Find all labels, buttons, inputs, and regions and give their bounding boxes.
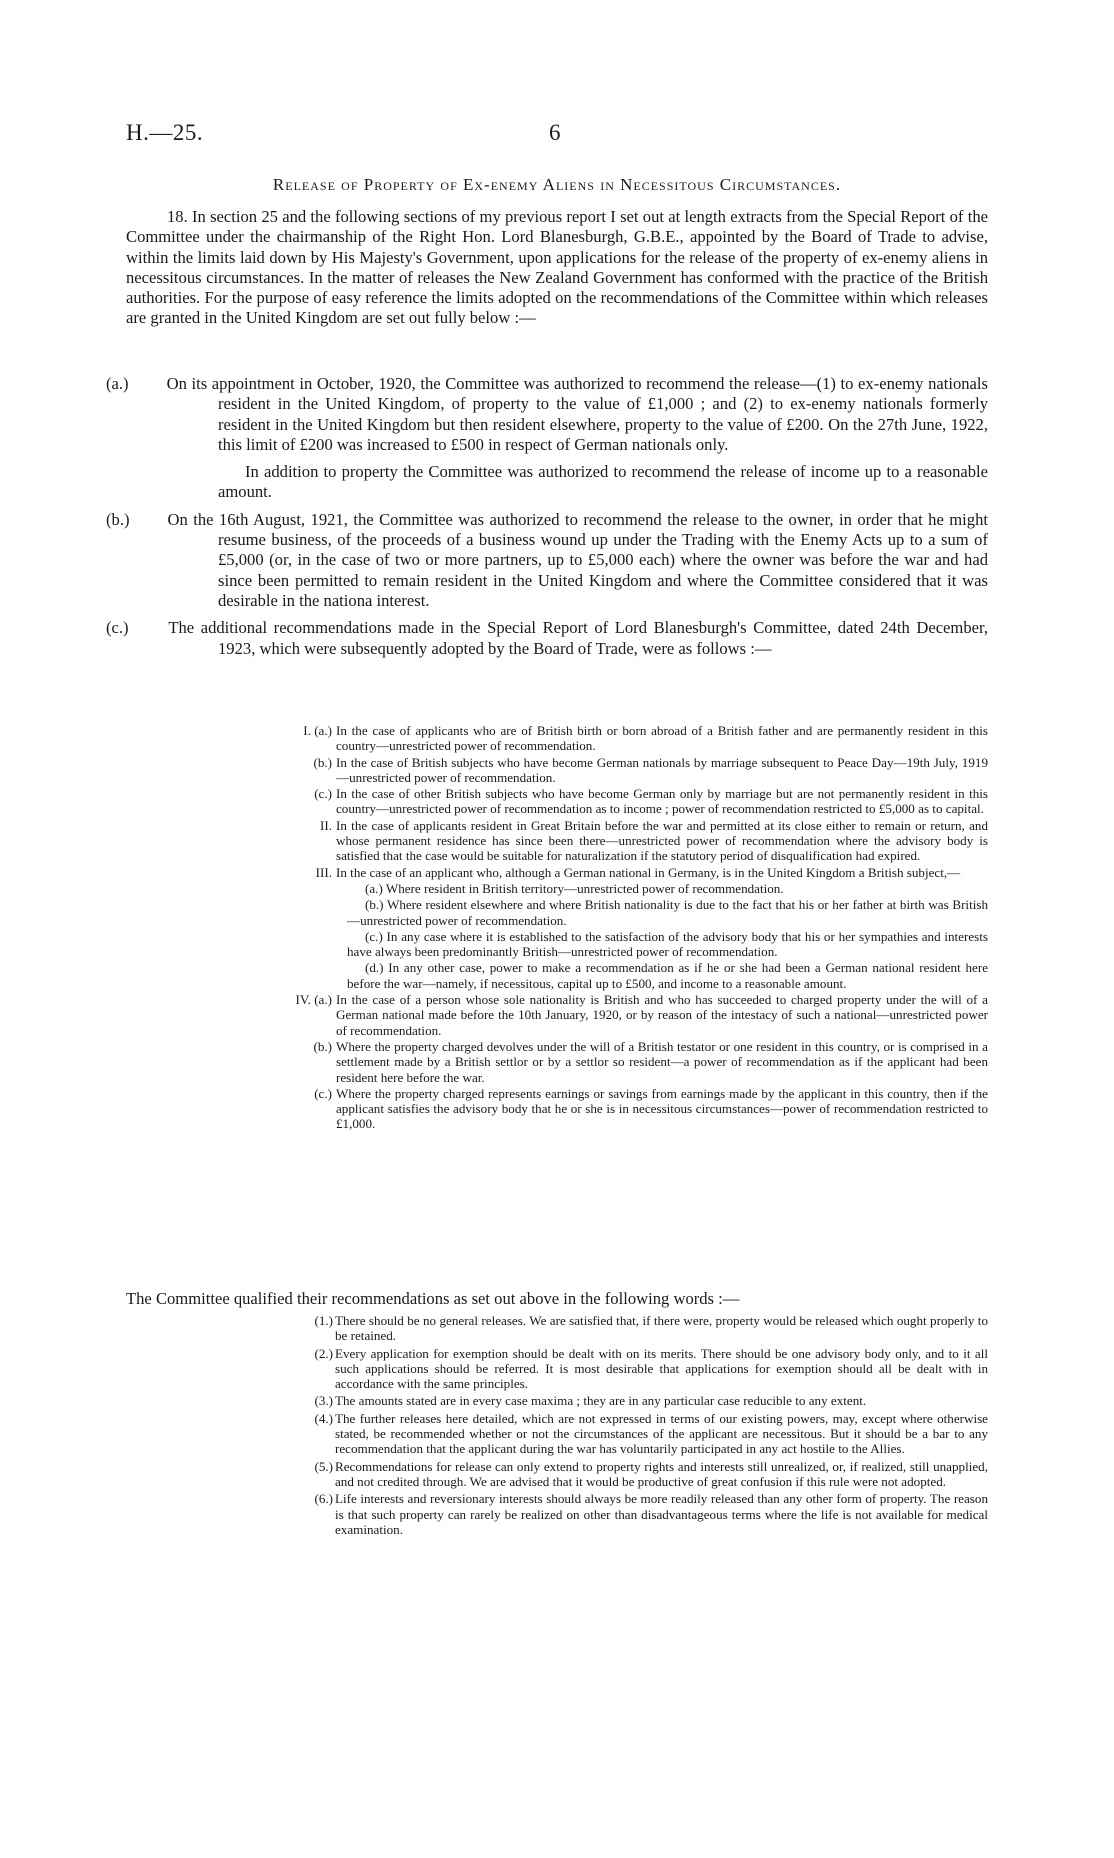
qualification-item (126, 1313, 988, 1344)
qualification-item (126, 1393, 988, 1408)
recommendation-number: I. (a.) (303, 723, 332, 738)
paragraph-18: 18. In section 25 and the following sections of my previous report I set out at length extracts from the Special Report of the Committee under the chairmanship of the Right Hon. Lord Blanesburgh, G.B.E., appointed by the Board of Trade to advise, within the limits laid down by His Majesty's Government, upon applications for the release of the property of ex-enemy aliens in necessitous circumstances. In the matter of releases the New Zealand Government has conformed with the practice of the British authorities. For the purpose of easy reference the limits adopted on the recommendations of the Committee within which releases are granted in the United Kingdom are set out fully below :— (126, 207, 988, 328)
clauses-list (106, 374, 988, 666)
clause-text: The additional recommendations made in the Special Report of Lord Blanesburgh's Committee, dated 24th December, 1923, which were subsequently adopted by the Board of Trade, were as follows :— (168, 618, 988, 658)
recommendation-number: III. (315, 864, 332, 880)
qualification-text: The amounts stated are in every case maxima ; they are in any particular case reducible to any extent. (335, 1393, 867, 1409)
recommendation-text: In the case of British subjects who have become German nationals by marriage subsequent to Peace Day—19th July, 1919—unrestricted power of recommendation. (336, 754, 988, 785)
clause-item: (a.) On its appointment in October, 1920, the Committee was authorized to recommend the release—(1) to ex-enemy nationals resident in the United Kingdom, of property to the value of £1,000 ; and (2) to ex-enemy nationals formerly resident in the United Kingdom but then resident elsewhere, property to the value of £200. On the 27th June, 1922, this limit of £200 was increased to £500 in respect of German nationals only. (106, 374, 988, 454)
recommendation-item (126, 960, 988, 991)
recommendation-item (126, 786, 988, 817)
recommendation-item (126, 881, 988, 896)
qualification-text: Life interests and reversionary interests should always be more readily released than any other form of property. The reason is that such property can rarely be realized on other than disadvantageous terms where the life is not available for medical examination. (335, 1491, 988, 1537)
qualification-number: (4.) (314, 1410, 333, 1426)
qualification-number: (3.) (314, 1393, 333, 1409)
clause-text: On the 16th August, 1921, the Committee was authorized to recommend the release to the owner, in order that he might resume business, of the proceeds of a business wound up under the Trading with the Enemy Acts up to a sum of £5,000 (or, in the case of two or more partners, up to £5,000 each) where the owner was before the war and had since been permitted to remain resident in the United Kingdom and where the Committee considered that it was desirable in the nationa interest. (167, 509, 988, 610)
recommendation-number: II. (320, 817, 332, 833)
recommendation-text: Where the property charged represents earnings or savings from earnings made by the applicant in this country, then if the applicant satisfies the advisory body that he or she is in necessitous circumstances—power of recommendation restricted to £1,000. (336, 1085, 988, 1132)
qualification-item (126, 1346, 988, 1392)
qualification-text: Every application for exemption should be dealt with on its merits. There should be one advisory body only, and to it all such applications should be referred. It is most desirable that applications for exemption should all be dealt with in accordance with the same principles. (335, 1345, 988, 1392)
recommendation-text: (b.) Where resident elsewhere and where British nationality is due to the fact that his or her father at birth was British—unrestricted power of recommendation. (347, 897, 988, 928)
clause-text: On its appointment in October, 1920, the Committee was authorized to recommend the release—(1) to ex-enemy nationals resident in the United Kingdom, of property to the value of £1,000 ; and (2) to ex-enemy nationals formerly resident in the United Kingdom but then resident elsewhere, property to the value of £200. On the 27th June, 1922, this limit of £200 was increased to £500 in respect of German nationals only. (166, 374, 988, 454)
recommendations-list (126, 723, 988, 1133)
qualification-text: There should be no general releases. We are satisfied that, if there were, property would be released which ought properly to be retained. (335, 1313, 988, 1344)
qualification-number: (1.) (314, 1313, 333, 1328)
page-number: 6 (549, 120, 561, 145)
recommendation-item (126, 1039, 988, 1085)
recommendation-text: In the case of applicants who are of British birth or born abroad of a British father and are permanently resident in this country—unrestricted power of recommendation. (336, 723, 988, 754)
qualification-text: Recommendations for release can only extend to property rights and interests still unrealized, or, if realized, still unapplied, and not credited through. We are advised that it would be productive of great confusion if this rule were not adopted. (335, 1458, 988, 1489)
recommendation-number: (b.) (313, 1038, 332, 1054)
recommendation-text: (a.) Where resident in British territory—unrestricted power of recommendation. (365, 880, 784, 896)
recommendation-number: IV. (a.) (295, 992, 332, 1008)
recommendation-number: (c.) (314, 1085, 332, 1101)
clause-continuation: In addition to property the Committee was authorized to recommend the release of income up to a reasonable amount. (218, 462, 988, 502)
committee-intro: The Committee qualified their recommendations as set out above in the following words :— (126, 1289, 740, 1308)
qualification-number: (6.) (314, 1491, 333, 1507)
qualification-number: (2.) (314, 1345, 333, 1361)
recommendation-text: (d.) In any other case, power to make a recommendation as if he or she had been a German national resident here before the war—namely, if necessitous, capital up to £500, and income to a reasonable amount. (347, 960, 988, 991)
recommendation-item (126, 755, 988, 786)
recommendation-text: Where the property charged devolves under the will of a British testator or one resident in this country, or is comprised in a settlement made by a British settlor or by a settlor so resident—a power of recommendation as if the applicant had been resident here before the war. (336, 1038, 988, 1085)
recommendation-number: (b.) (313, 754, 332, 770)
recommendation-item (126, 992, 988, 1038)
recommendation-text: (c.) In any case where it is established to the satisfaction of the advisory body that his or her sympathies and interests have always been predominantly British—unrestricted power of recommendation. (347, 928, 988, 960)
recommendation-text: In the case of applicants resident in Great Britain before the war and permitted at its close either to remain or return, and whose permanent residence has since been there—unrestricted power of recommendation where the advisory body is satisfied that the case would be suitable for naturalization if the statutory period of disqualification had expired. (336, 817, 988, 864)
recommendation-text: In the case of a person whose sole nationality is British and who has succeeded to charged property under the will of a German national made before the 10th January, 1920, or by reason of the intestacy of such a national—unrestricted power of recommendation. (336, 992, 988, 1038)
section-title: Release of Property of Ex-enemy Aliens in Necessitous Circumstances. (272, 175, 842, 194)
qualifications-list (126, 1313, 988, 1539)
recommendation-item (126, 865, 988, 880)
recommendation-item (126, 723, 988, 754)
recommendation-item (126, 897, 988, 928)
clause-item: (c.) The additional recommendations made in the Special Report of Lord Blanesburgh's Committee, dated 24th December, 1923, which were subsequently adopted by the Board of Trade, were as follows :— (106, 618, 988, 658)
clause-item: (b.) On the 16th August, 1921, the Committee was authorized to recommend the release to the owner, in order that he might resume business, of the proceeds of a business wound up under the Trading with the Enemy Acts up to a sum of £5,000 (or, in the case of two or more partners, up to £5,000 each) where the owner was before the war and had since been permitted to remain resident in the United Kingdom and where the Committee considered that it was desirable in the nationa interest. (106, 509, 988, 610)
recommendation-text: In the case of other British subjects who have become German only by marriage but are not permanently resident in this country—unrestricted power of recommendation as to income ; power of recommendation restricted to £5,000 as to capital. (336, 786, 988, 817)
qualification-text: The further releases here detailed, which are not expressed in terms of our existing powers, may, except where otherwise stated, be recommended whether or not the circumstances of the applicant are necessitous. But it should be a bar to any recommendation that the applicant during the war has voluntarily participated in any act hostile to the Allies. (335, 1410, 988, 1457)
qualification-number: (5.) (314, 1458, 333, 1474)
recommendation-item (126, 929, 988, 960)
qualification-item (126, 1411, 988, 1457)
recommendation-item (126, 1086, 988, 1132)
qualification-item (126, 1459, 988, 1490)
recommendation-item (126, 818, 988, 864)
report-reference: H.—25. (126, 120, 204, 145)
qualification-item (126, 1491, 988, 1537)
recommendation-number: (c.) (314, 786, 332, 802)
recommendation-text: In the case of an applicant who, although a German national in Germany, is in the United Kingdom a British subject,— (336, 864, 961, 880)
